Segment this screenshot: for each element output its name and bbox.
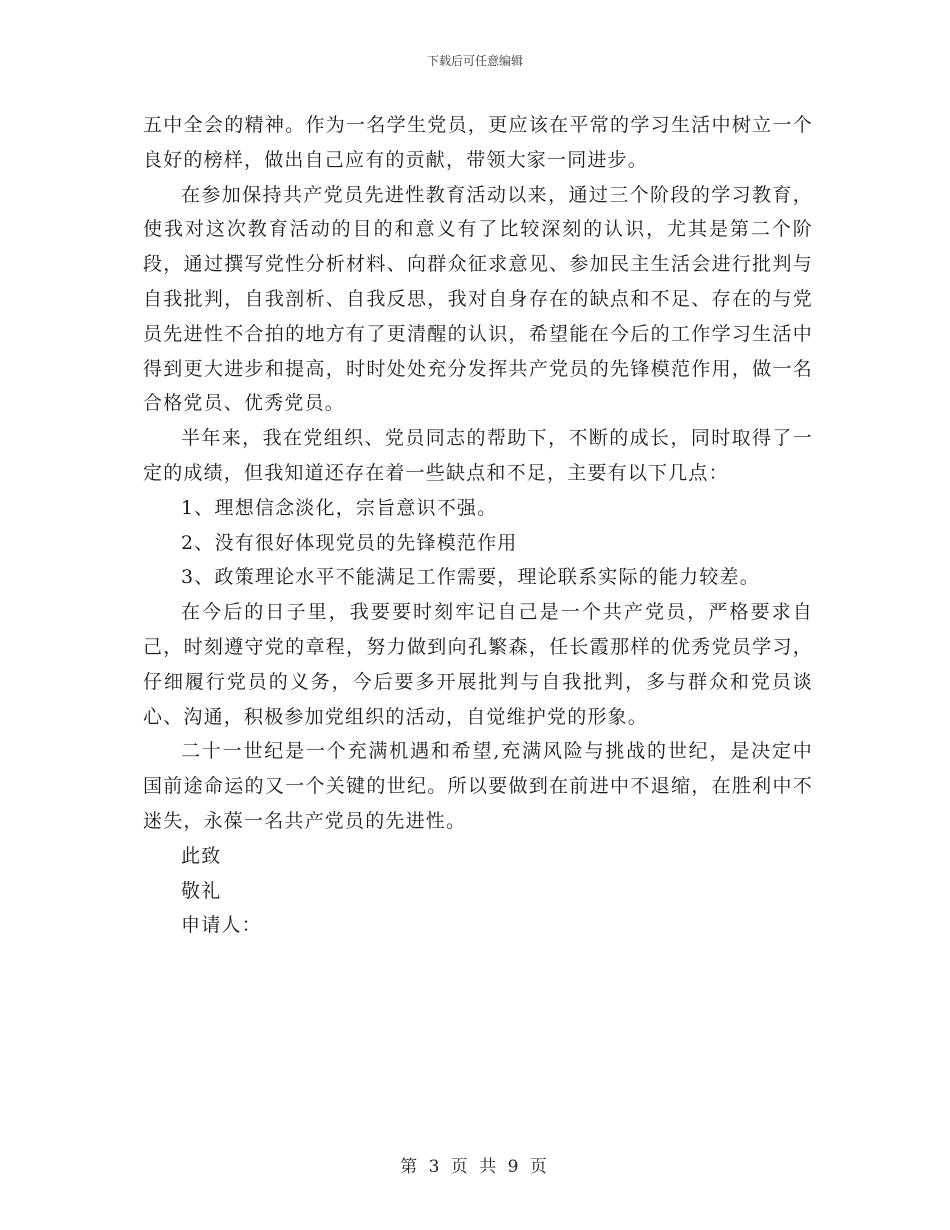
page-header-note: 下载后可任意编辑 [426,54,523,68]
paragraph-twenty-first-century: 二十一世纪是一个充满机遇和希望,充满风险与挑战的世纪，是决定中国前途命运的又一个关键的世纪。所以要做到在前进中不退缩，在胜利中不迷失，永葆一名共产党员的先进性。 [143,740,813,832]
list-item-shortcoming-3: 3、政策理论水平不能满足工作需要，理论联系实际的能力较差。 [181,566,760,589]
list-item-shortcoming-1: 1、理想信念淡化，宗旨意识不强。 [181,496,498,519]
paragraph-future-plans: 在今后的日子里，我要要时刻牢记自己是一个共产党员，严格要求自己，时刻遵守党的章程，努力做到向孔繁森，任长霞那样的优秀党员学习，仔细履行党员的义务，今后要多开展批判与自我批判，多与群众和党员谈心、沟通，积极参加党组织的活动，自觉维护党的形象。 [143,601,813,728]
list-item-shortcoming-2: 2、没有很好体现党员的先锋模范作用 [181,531,518,554]
page-number: 第 3 页 共 9 页 [400,1157,550,1177]
closing-salutation: 此致 [181,844,222,867]
closing-regards: 敬礼 [181,879,222,902]
paragraph-half-year: 半年来，我在党组织、党员同志的帮助下，不断的成长，同时取得了一定的成绩，但我知道还存在着一些缺点和不足，主要有以下几点： [143,427,813,484]
applicant-signature-line: 申请人： [181,914,262,937]
document-body [143,108,813,943]
paragraph-education-activity: 在参加保持共产党员先进性教育活动以来，通过三个阶段的学习教育，使我对这次教育活动的目的和意义有了比较深刻的认识，尤其是第二个阶段，通过撰写党性分析材料、向群众征求意见、参加民主生活会进行批判与自我批判，自我剖析、自我反思，我对自身存在的缺点和不足、存在的与党员先进性不合拍的地方有了更清醒的认识，希望能在今后的工作学习生活中得到更大进步和提高，时时处处充分发挥共产党员的先锋模范作用，做一名合格党员、优秀党员。 [143,183,813,415]
paragraph-continuation: 五中全会的精神。作为一名学生党员，更应该在平常的学习生活中树立一个良好的榜样，做出自己应有的贡献，带领大家一同进步。 [143,114,813,171]
